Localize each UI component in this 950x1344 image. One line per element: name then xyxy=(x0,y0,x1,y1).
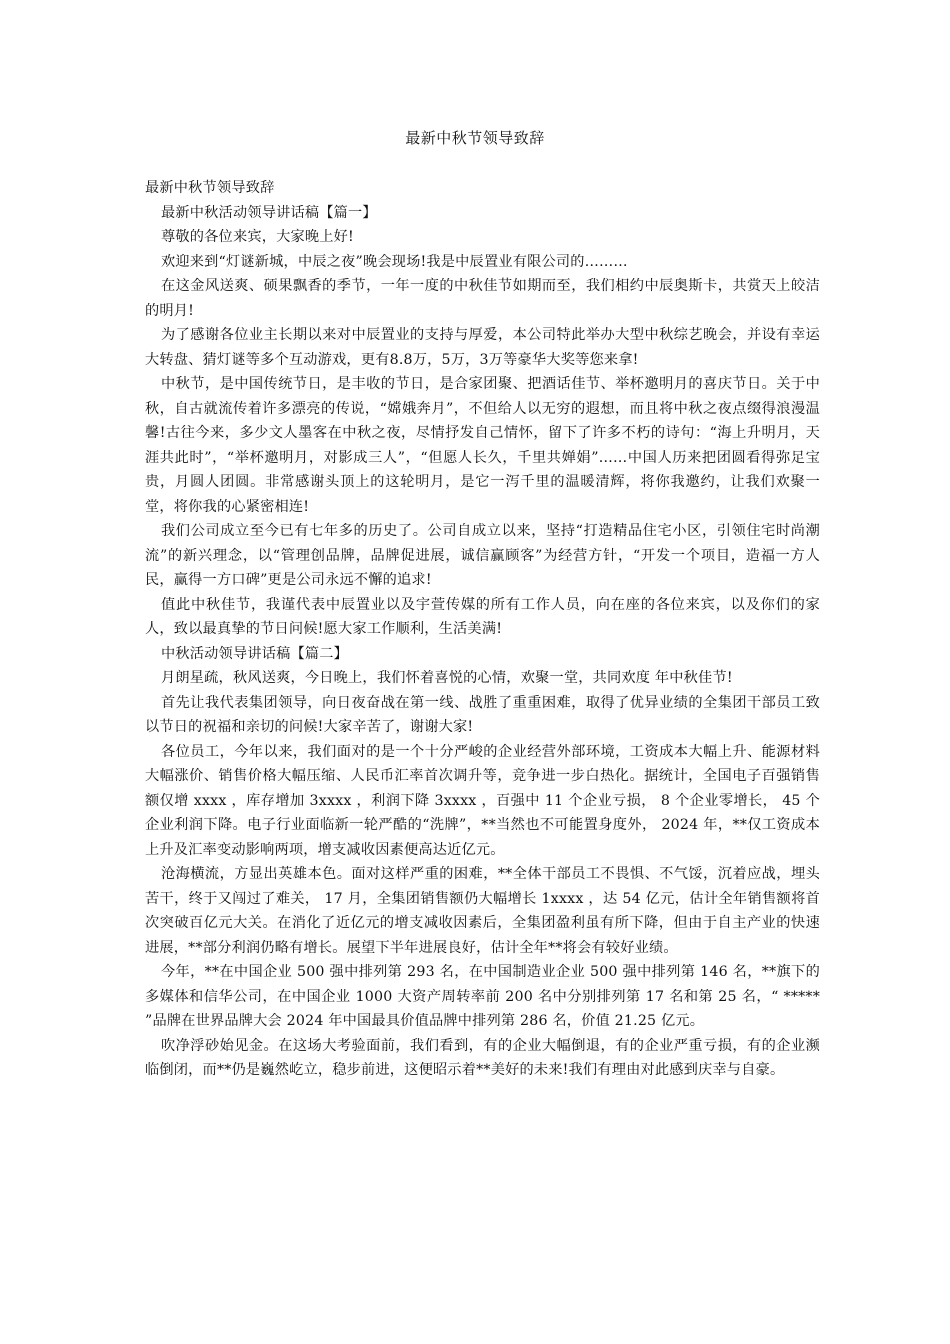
paragraph: 中秋节，是中国传统节日，是丰收的节日，是合家团聚、把酒话佳节、举杯邀明月的喜庆节日。关于中秋，自古就流传着许多漂亮的传说，“嫦娥奔月”，不但给人以无穷的遐想，而且将中秋之夜点缀得浪漫温馨!古往今来，多少文人墨客在中秋之夜，尽情抒发自己情怀，留下了许多不朽的诗句：“海上升明月，天涯共此时”，“举杯邀明月，对影成三人”，“但愿人长久，千里共婵娟”……中国人历来把团圆看得弥足宝贵，月圆人团圆。非常感谢头顶上的这轮明月，是它一泻千里的温暖清辉，将你我邀约，让我们欢聚一堂，将你我的心紧密相连! xyxy=(145,376,820,515)
paragraph: 各位员工，今年以来，我们面对的是一个十分严峻的企业经营外部环境，工资成本大幅上升、能源材料大幅涨价、销售价格大幅压缩、人民币汇率首次调升等，竞争进一步白热化。据统计，全国电子百强销售额仅增 xxxx ，库存增加 3xxxx ，利润下降 3xxxx ，百强中 11 个企业亏损， 8 个企业零增长， 45 个企业利润下降。电子行业面临新一轮严酷的“洗牌”，**当然也不可能置身度外， 2024 年，**仅工资成本上升及汇率变动影响两项，增支减收因素便高达近亿元。 xyxy=(145,743,820,858)
document-title: 最新中秋节领导致辞 xyxy=(405,129,545,147)
paragraph: 欢迎来到“灯谜新城，中辰之夜”晚会现场!我是中辰置业有限公司的……… xyxy=(161,253,628,270)
body-heading: 最新中秋节领导致辞 xyxy=(145,180,275,196)
paragraph: 尊敬的各位来宾，大家晚上好! xyxy=(161,229,354,245)
paragraph: 值此中秋佳节，我谨代表中辰置业以及宇萱传媒的所有工作人员，向在座的各位来宾，以及你们的家人，致以最真挚的节日问候!愿大家工作顺利，生活美满! xyxy=(145,596,820,637)
paragraph: 月朗星疏，秋风送爽，今日晚上，我们怀着喜悦的心情，欢聚一堂，共同欢度 年中秋佳节! xyxy=(161,670,733,686)
paragraph: 沧海横流，方显出英雄本色。面对这样严重的困难，**全体干部员工不畏惧、不气馁，沉着应战，埋头苦干，终于又闯过了难关， 17 月，全集团销售额仍大幅增长 1xxxx ，达 54 亿元，估计全年销售额将首次突破百亿元大关。在消化了近亿元的增支减收因素后，全集团盈利虽有所下降，但由于自主产业的快速进展，**部分利润仍略有增长。展望下半年进展良好，估计全年**将会有较好业绩。 xyxy=(145,866,820,956)
paragraph: 在这金风送爽、硕果飘香的季节，一年一度的中秋佳节如期而至，我们相约中辰奥斯卡，共赏天上皎洁的明月! xyxy=(145,278,820,319)
document-body xyxy=(145,176,820,1083)
paragraph: 今年，**在中国企业 500 强中排列第 293 名，在中国制造业企业 500 强中排列第 146 名，**旗下的多媒体和信华公司，在中国企业 1000 大资产周转率前 200 名中分别排列第 17 名和第 25 名，“ ***** ”品牌在世界品牌大会 2024 年中国最具价值品牌中排列第 286 名，价值 21.25 亿元。 xyxy=(145,964,820,1029)
paragraph: 为了感谢各位业主长期以来对中辰置业的支持与厚爱，本公司特此举办大型中秋综艺晚会，并设有幸运大转盘、猜灯谜等多个互动游戏，更有8.8万，5万，3万等豪华大奖等您来拿! xyxy=(145,327,820,368)
section-heading-2: 中秋活动领导讲话稿【篇二】 xyxy=(161,645,349,662)
section-heading-1: 最新中秋活动领导讲话稿【篇一】 xyxy=(161,204,377,221)
paragraph: 首先让我代表集团领导，向日夜奋战在第一线、战胜了重重困难，取得了优异业绩的全集团干部员工致以节日的祝福和亲切的问候!大家辛苦了，谢谢大家! xyxy=(145,694,820,735)
paragraph: 吹净浮砂始见金。在这场大考验面前，我们看到，有的企业大幅倒退，有的企业严重亏损，有的企业濒临倒闭，而**仍是巍然屹立，稳步前进，这便昭示着**美好的未来!我们有理由对此感到庆幸与自豪。 xyxy=(145,1037,820,1078)
paragraph: 我们公司成立至今已有七年多的历史了。公司自成立以来，坚持“打造精品住宅小区，引领住宅时尚潮流”的新兴理念，以“管理创品牌，品牌促进展，诚信赢顾客”为经营方针，“开发一个项目，造福一方人民，赢得一方口碑”更是公司永远不懈的追求! xyxy=(145,523,820,588)
